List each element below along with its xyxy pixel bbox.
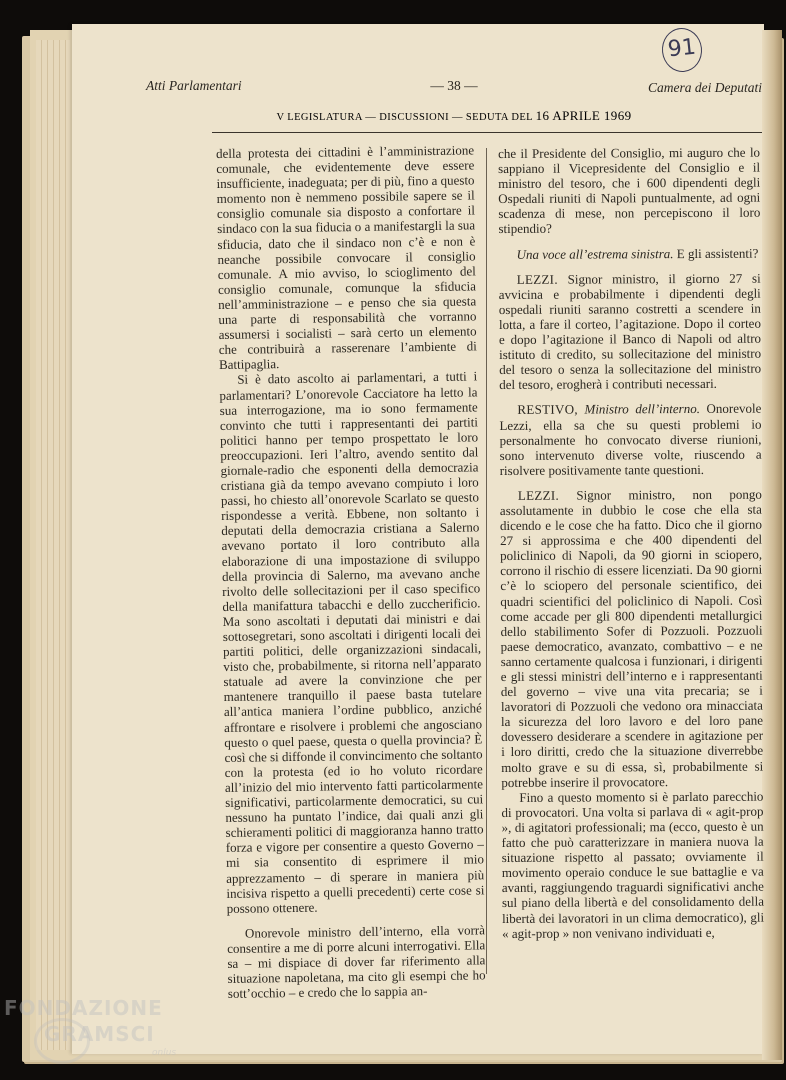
speaker-name: RESTIVO, [517,401,578,418]
speaker-name: LEZZI. [517,487,560,503]
right-column [498,145,764,941]
header-left: Atti Parlamentari [146,78,242,93]
speech-text: Signor ministro, non pongo assolutamente in dubbio le cose che ella sta dicendo e le cose che ha fatto. Dico che il giorno 27 si approssima e che 400 dipendenti del policlinico di Napoli, da 90 giorni in sciopero, corrono il rischio di essere licenziati. Da 90 giorni c’è lo sciopero del personale scientifico, dei quadri scientifici del policlinico di Napoli. Così come accade per gli 800 dipendenti metallurgici dello stabilimento Sofer di Pozzuoli. Pozzuoli paese democratico, avanzato, combattivo – e ne sanno certamente qualcosa i funzionari, i dirigenti e gli stessi ministri dell’interno e i rappresentanti del governo – vive una vita precaria; se i lavoratori di Pozzuoli che vedono ora minacciata la sicurezza del loro lavoro e del loro pane dovessero desiderare a scendere in agitazione per i loro diritti, credo che la situazione diverrebbe molto grave e su di essa, sì, probabilmente si potrebbe inserire il provocatore. [499,486,764,790]
watermark-line2: GRAMSCI [44,1022,155,1046]
left-column [216,142,486,1001]
interjection-speaker: Una voce all’estrema sinistra. [516,245,674,262]
speaker-name: LEZZI. [516,271,558,287]
archive-number-stamp: 91 [660,26,704,74]
session-line [146,108,762,124]
speech-lezzi-1 [499,270,762,392]
running-header [146,78,762,98]
page-edges-left [36,40,70,1050]
watermark-line3: onlus [152,1048,177,1058]
speech-text: Signor ministro, il giorno 27 si avvicina e probabilmente i dipendenti degli ospedali riuniti saranno costretti a scendere in lotta, a fare il corteo, l’agitazione. Dopo il corteo e dopo l’agitazione il Banco di Napoli od altro istituto di credito, su sollecitazione del ministro del tesoro o senza la sollecitazione del ministro del tesoro, erogherà i contributi necessari. [498,270,762,393]
speech-lezzi-2 [500,486,764,789]
page-edges-right [762,30,782,1060]
paragraph: Onorevole ministro dell’interno, ella vorrà consentire a me di porre alcuni interrogativi. Ella sa – mi dispiace di dover far riferimento alla situazione napoletana, ma cito gli esempi che ho sott’occhio – e credo che lo sappia an- [227,922,486,1002]
interjection [499,245,761,261]
header-right: Camera dei Deputati [648,80,762,95]
session-date: 16 APRILE 1969 [535,108,632,123]
watermark-line1: FONDAZIONE [4,996,163,1020]
paragraph: Fino a questo momento si è parlato parecchio di provocatori. Una volta si parlava di « agit-prop », di agitatori professionali; ma (ecco, questo è un fatto che può caratterizzare in maniera nuova la situazione rispetto al passato; ovviamente il movimento operaio conduce le sue battaglie e va avanti, raggiungendo traguardi significativi anche sul piano della libertà e del consolidamento della libertà dei lavoratori in un clima democratico), gli « agit-prop » non venivano individuati e, [501,788,765,941]
paragraph: che il Presidente del Consiglio, mi auguro che lo sappiano il Vicepresidente del Consiglio e il ministro del tesoro, che i 600 dipendenti degli Ospedali riuniti di Napoli puntualmente, ad ogni scadenza di mese, non percepiscono il loro stipendio? [498,144,761,237]
speech-text: Onorevole Lezzi, ella sa che su questi problemi io personalmente ho convocato diverse riunioni, sono intervenuto diverse volte, riuscendo a risolvere positivamente tante questioni. [499,401,762,478]
interjection-text: E gli assistenti? [676,245,759,261]
speech-restivo [499,401,761,478]
paragraph: Si è dato ascolto ai parlamentari, a tutti i parlamentari? L’onorevole Cacciatore ha letto la sua interrogazione, ma io sono fermamente convinto che tutti i rappresentanti dei partiti politici hanno per tempo prospettato le loro preoccupazioni. Ieri l’altro, avendo sentito dal giornale-radio che esponenti della democrazia cristiana già da tempo avevano compiuto i loro passi, ho chiesto all’onorevole Scarlato se questo rispondesse a verità. Ebbene, non soltanto i deputati della democrazia cristiana a Salerno avevano portato il loro contributo alla elaborazione di una impostazione di sviluppo della provincia di Salerno, ma avevano anche rivolto delle sollecitazioni per il caso specifico della manifattura tabacchi e dello zuccherificio. Ma sono ascoltati i deputati dai ministri e dai sottosegretari, sono ascoltati i dirigenti locali dei partiti politici, delle organizzazioni sindacali, visto che, probabilmente, si ritorna nell’apparato statuale ad avere la convinzione che per mantenere tranquillo il paese basta tutelare all’antica maniera l’ordine pubblico, anziché affrontare e risolvere i problemi che angosciano questo o quel paese, questa o quella provincia? È così che si diffonde il convincimento che soltanto con la protesta (ed io ho voluto ricordare all’inizio del mio intervento fatti particolarmente significativi, particolarmente democratici, su cui nessuno ha puntato l’indice, dai quali anzi gli schieramenti politici di maggioranza hanno tratto forza e vigore per consentire a questo Governo – mi sia consentito di esprimere il mio apprezzamento – di sperare in maniera più incisiva rispetto a quelli precedenti) certe cose si possono ottenere. [219,368,485,916]
paragraph: della protesta dei cittadini è l’amministrazione comunale, che evidentemente deve essere insufficiente, inadeguata; per di più, fino a questo momento non è nemmeno possibile sapere se il consiglio comunale sia disposto a confortare il sindaco con la sua fiducia o a manifestargli la sua sfiducia, dato che il sindaco non c’è e non è neanche possibile convocare il consiglio comunale. A mio avviso, lo scioglimento del consiglio comunale, comunque la sfiducia nell’amministrazione – e penso che sia questa una parte di responsabilità che vorranno assumersi i socialisti – sarà certo un elemento che contribuirà a rasserenare l’ambiente di Battipaglia. [216,142,477,373]
header-rule [212,132,762,133]
column-divider [486,148,487,974]
speaker-role: Ministro dell’interno. [584,401,700,417]
legislature-text: V LEGISLATURA — DISCUSSIONI — SEDUTA DEL [276,112,533,123]
page-number: — 38 — [430,78,478,93]
